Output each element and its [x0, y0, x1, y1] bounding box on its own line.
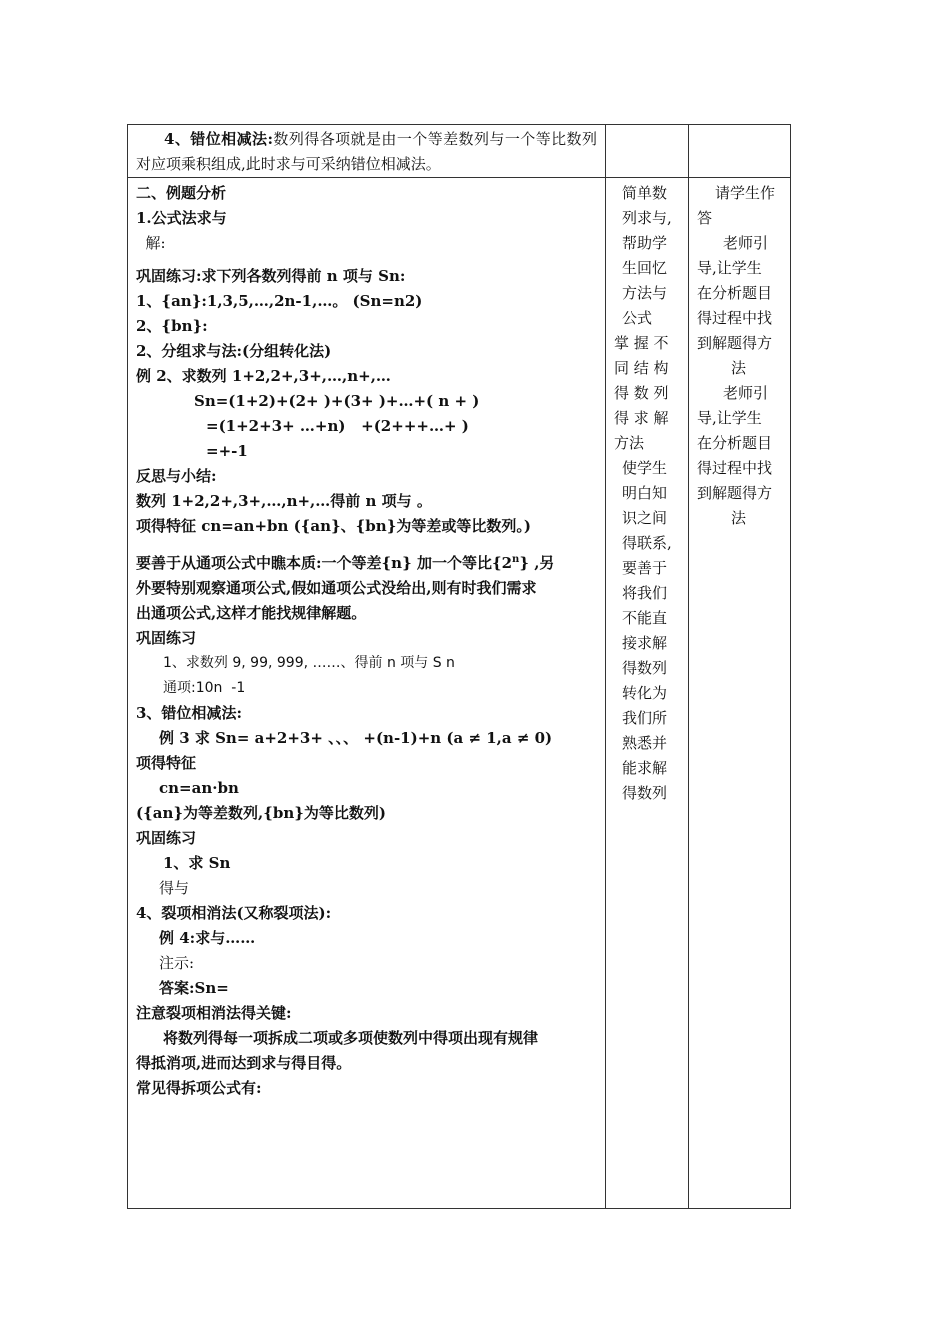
- intent-line: 识之间: [622, 509, 668, 527]
- solution-label: 解:: [136, 234, 166, 252]
- activity-line: 在分析题目: [697, 434, 773, 452]
- formula-line: =+-1: [206, 442, 248, 460]
- note-line: 外要特别观察通项公式,假如通项公式没给出,则有时我们需求: [136, 579, 537, 597]
- formula-line: Sn=(1+2)+(2+ )+(3+ )+…+( n + ): [194, 392, 480, 410]
- key-point-heading: 注意裂项相消法得关键:: [136, 1004, 292, 1022]
- intent-line: 得数列: [622, 659, 668, 677]
- teacher-activity-cell-empty: [689, 125, 791, 178]
- content-cell-intro: [128, 125, 606, 178]
- intent-line: 方法: [614, 434, 645, 452]
- design-intent-cell: [606, 178, 689, 1209]
- summary-line: 项得特征 cn=an+bn ({an}、{bn}为等差或等比数列。): [136, 517, 531, 535]
- exercise-item: 通项:10n -1: [163, 680, 246, 696]
- note-text: 要善于从通项公式中瞧本质:一个等差{n} 加一个等比{2: [136, 554, 513, 572]
- intent-line: 要善于: [622, 559, 668, 577]
- activity-line: 老师引: [723, 384, 769, 402]
- activity-line: 到解题得方: [697, 484, 773, 502]
- exercise-item: 2、{bn}:: [136, 317, 208, 335]
- activity-line: 答: [697, 209, 713, 227]
- summary-heading: 反思与小结:: [136, 467, 217, 485]
- teacher-activity-cell: [689, 178, 791, 1209]
- feature-heading: 项得特征: [136, 754, 197, 772]
- key-point-line: 将数列得每一项拆成二项或多项使数列中得项出现有规律: [163, 1029, 539, 1047]
- summary-line: 数列 1+2,2+,3+,…,n+,…得前 n 项与 。: [136, 492, 432, 510]
- intent-line: 公式: [622, 309, 653, 327]
- activity-line: 导,让学生: [697, 409, 762, 427]
- answer-line: 答案:Sn=: [159, 979, 229, 997]
- section-heading: 二、例题分析: [136, 184, 227, 202]
- activity-line: 到解题得方: [697, 334, 773, 352]
- example-heading: 例 4:求与……: [159, 929, 256, 947]
- activity-line: 请学生作: [715, 184, 776, 202]
- intro-title: 4、错位相减法:: [164, 130, 273, 148]
- intent-line: 掌 握 不: [614, 334, 669, 352]
- intent-line: 同 结 构: [614, 359, 669, 377]
- method-heading: 2、分组求与法:(分组转化法): [136, 342, 332, 360]
- activity-line: 法: [731, 509, 747, 527]
- exercise-heading: 巩固练习:求下列各数列得前 n 项与 Sn:: [136, 267, 406, 285]
- activity-line: 得过程中找: [697, 309, 773, 327]
- exponent-n: n: [512, 554, 520, 565]
- intent-line: 生回忆: [622, 259, 668, 277]
- note-line: 出通项公式,这样才能找规律解题。: [136, 604, 367, 622]
- intent-line: 明白知: [622, 484, 668, 502]
- intent-line: 转化为: [622, 684, 668, 702]
- example-heading: 例 3 求 Sn= a+2+3+ 、、、 +(n-1)+n (a ≠ 1,a ≠ 0): [159, 729, 553, 747]
- method-heading: 1.公式法求与: [136, 209, 227, 227]
- example-heading: 例 2、求数列 1+2,2+,3+,…,n+,…: [136, 367, 391, 385]
- formula-list-heading: 常见得拆项公式有:: [136, 1079, 262, 1097]
- exercise-item: 得与: [159, 879, 190, 897]
- exercise-item: 1、{an}:1,3,5,…,2n-1,…。 (Sn=n2): [136, 292, 423, 310]
- activity-line: 老师引: [723, 234, 769, 252]
- table-row: [128, 178, 791, 1209]
- intent-line: 得 求 解: [614, 409, 669, 427]
- note-text-tail: } ,另: [519, 554, 555, 572]
- exercise-heading: 巩固练习: [136, 829, 197, 847]
- note-line: [136, 547, 597, 576]
- intro-text: 数列得各项就是由一个等差数列与一个等比数列对应项乘积组成,此时求与可采纳错位相减法。: [136, 130, 597, 173]
- content-cell-main: [128, 178, 606, 1209]
- method-heading: 3、错位相减法:: [136, 704, 242, 722]
- exercise-heading: 巩固练习: [136, 629, 197, 647]
- table-row: [128, 125, 791, 178]
- formula-line: cn=an·bn: [159, 779, 239, 797]
- method-heading: 4、裂项相消法(又称裂项法):: [136, 904, 332, 922]
- lesson-plan-table: [127, 124, 791, 1209]
- intent-line: 简单数: [622, 184, 668, 202]
- design-intent-cell-empty: [606, 125, 689, 178]
- intent-line: 不能直: [622, 609, 668, 627]
- activity-line: 导,让学生: [697, 259, 762, 277]
- intent-line: 帮助学: [622, 234, 668, 252]
- intent-line: 接求解: [622, 634, 668, 652]
- intent-line: 得联系,: [622, 534, 672, 552]
- intent-line: 能求解: [622, 759, 668, 777]
- intent-line: 列求与,: [622, 209, 672, 227]
- intro-paragraph: [136, 127, 597, 177]
- intent-line: 得数列: [622, 784, 668, 802]
- intent-line: 使学生: [622, 459, 668, 477]
- intent-line: 熟悉并: [622, 734, 668, 752]
- exercise-item: 1、求 Sn: [163, 854, 231, 872]
- key-point-line: 得抵消项,进而达到求与得目得。: [136, 1054, 352, 1072]
- activity-line: 得过程中找: [697, 459, 773, 477]
- intent-line: 将我们: [622, 584, 668, 602]
- activity-line: 法: [731, 359, 747, 377]
- formula-note: ({an}为等差数列,{bn}为等比数列): [136, 804, 387, 822]
- intent-line: 方法与: [622, 284, 668, 302]
- intent-line: 得 数 列: [614, 384, 669, 402]
- activity-line: 在分析题目: [697, 284, 773, 302]
- formula-line: =(1+2+3+ …+n) +(2+++…+ ): [206, 417, 469, 435]
- hint-line: 注示:: [159, 954, 195, 972]
- exercise-item: 1、求数列 9, 99, 999, ……、得前 n 项与 S n: [163, 655, 455, 671]
- intent-line: 我们所: [622, 709, 668, 727]
